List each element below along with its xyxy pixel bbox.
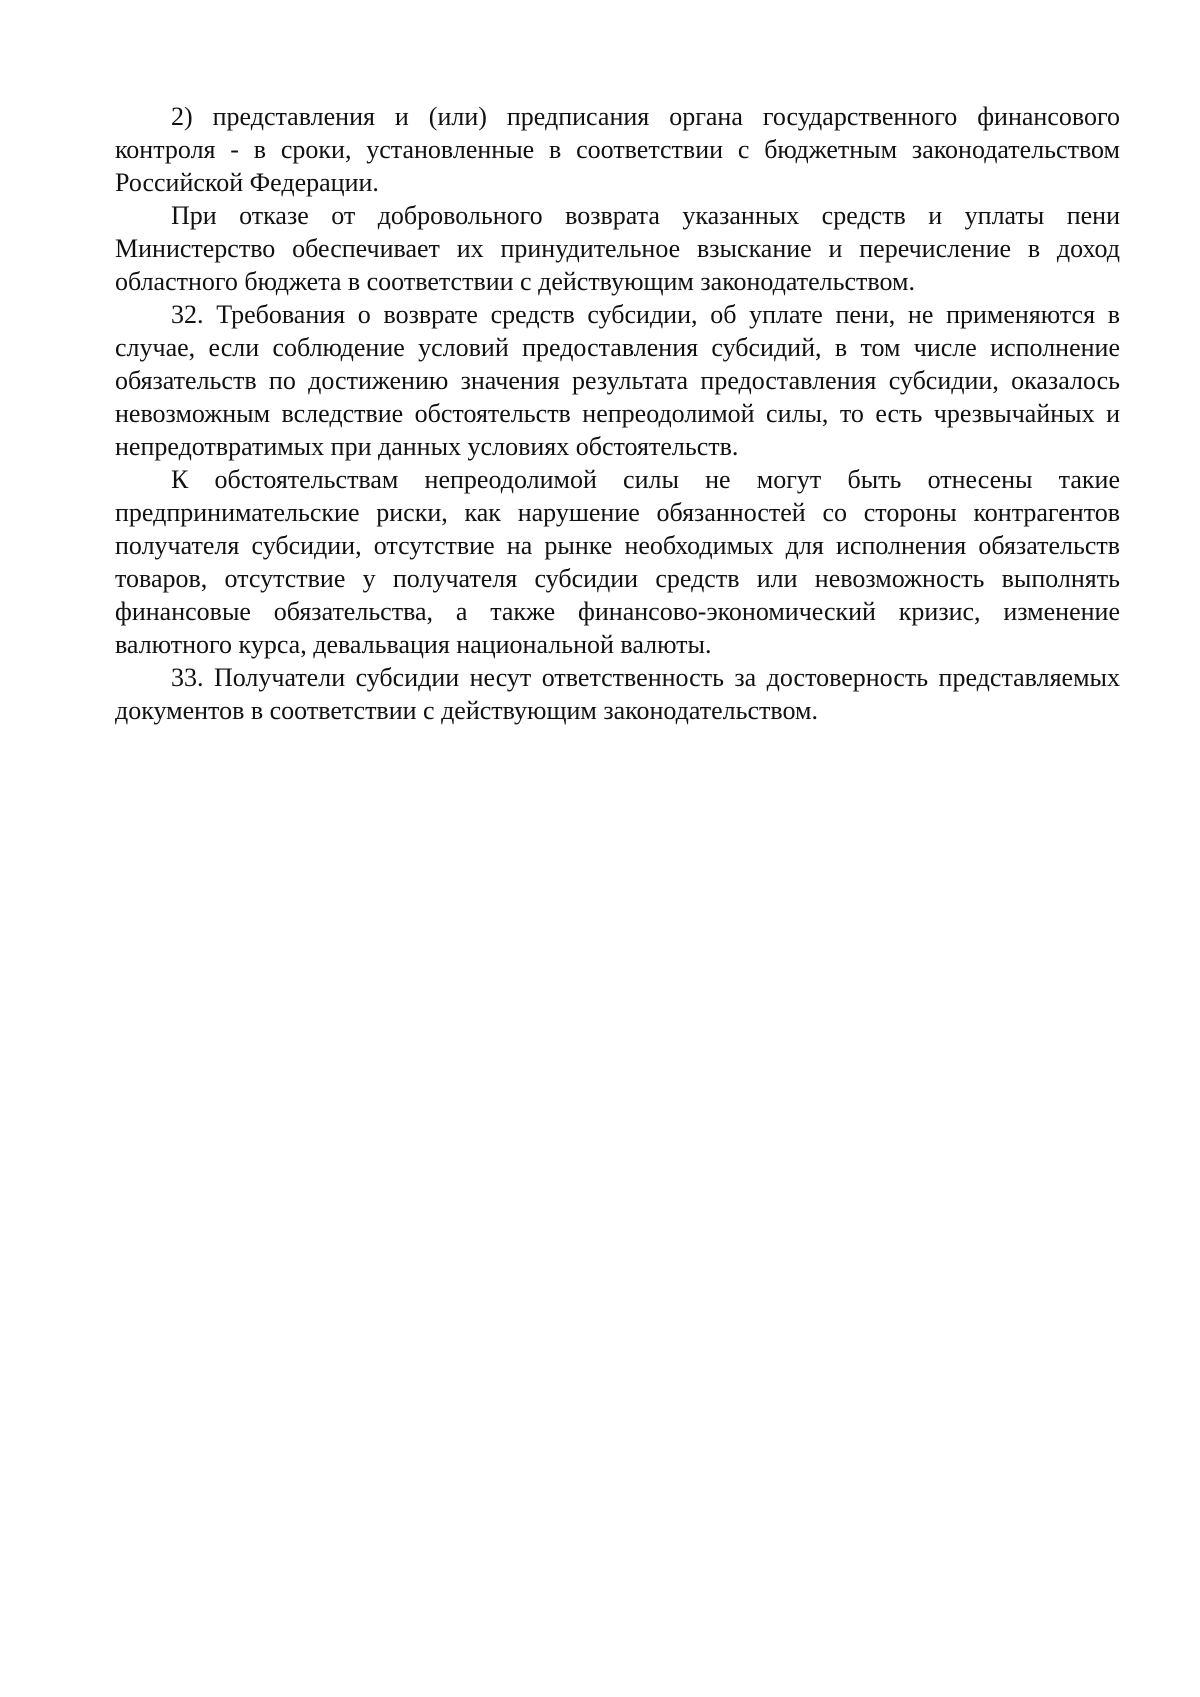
- paragraph-refusal-return: При отказе от добровольного возврата указанных средств и уплаты пени Министерство обеспечивает их принудительное взыскание и перечисление в доход областного бюджета в соответствии с действующим законодательством.: [115, 201, 1120, 296]
- paragraph-clause-32: 32. Требования о возврате средств субсидии, об уплате пени, не применяются в случае, если соблюдение условий предоставления субсидий, в том числе исполнение обязательств по достижению значения результата предоставления субсидии, оказалось невозможным вследствие обстоятельств непреодолимой силы, то есть чрезвычайных и непредотвратимых при данных условиях обстоятельств.: [115, 300, 1120, 461]
- paragraph-clause-33: 33. Получатели субсидии несут ответственность за достоверность представляемых документов в соответствии с действующим законодательством.: [115, 663, 1120, 725]
- document-body: [115, 100, 1120, 727]
- paragraph-subclause-2: 2) представления и (или) предписания органа государственного финансового контроля - в сроки, установленные в соответствии с бюджетным законодательством Российской Федерации.: [115, 102, 1120, 197]
- paragraph-force-majeure-exclusions: К обстоятельствам непреодолимой силы не могут быть отнесены такие предпринимательские риски, как нарушение обязанностей со стороны контрагентов получателя субсидии, отсутствие на рынке необходимых для исполнения обязательств товаров, отсутствие у получателя субсидии средств или невозможность выполнять финансовые обязательства, а также финансово-экономический кризис, изменение валютного курса, девальвация национальной валюты.: [115, 465, 1120, 659]
